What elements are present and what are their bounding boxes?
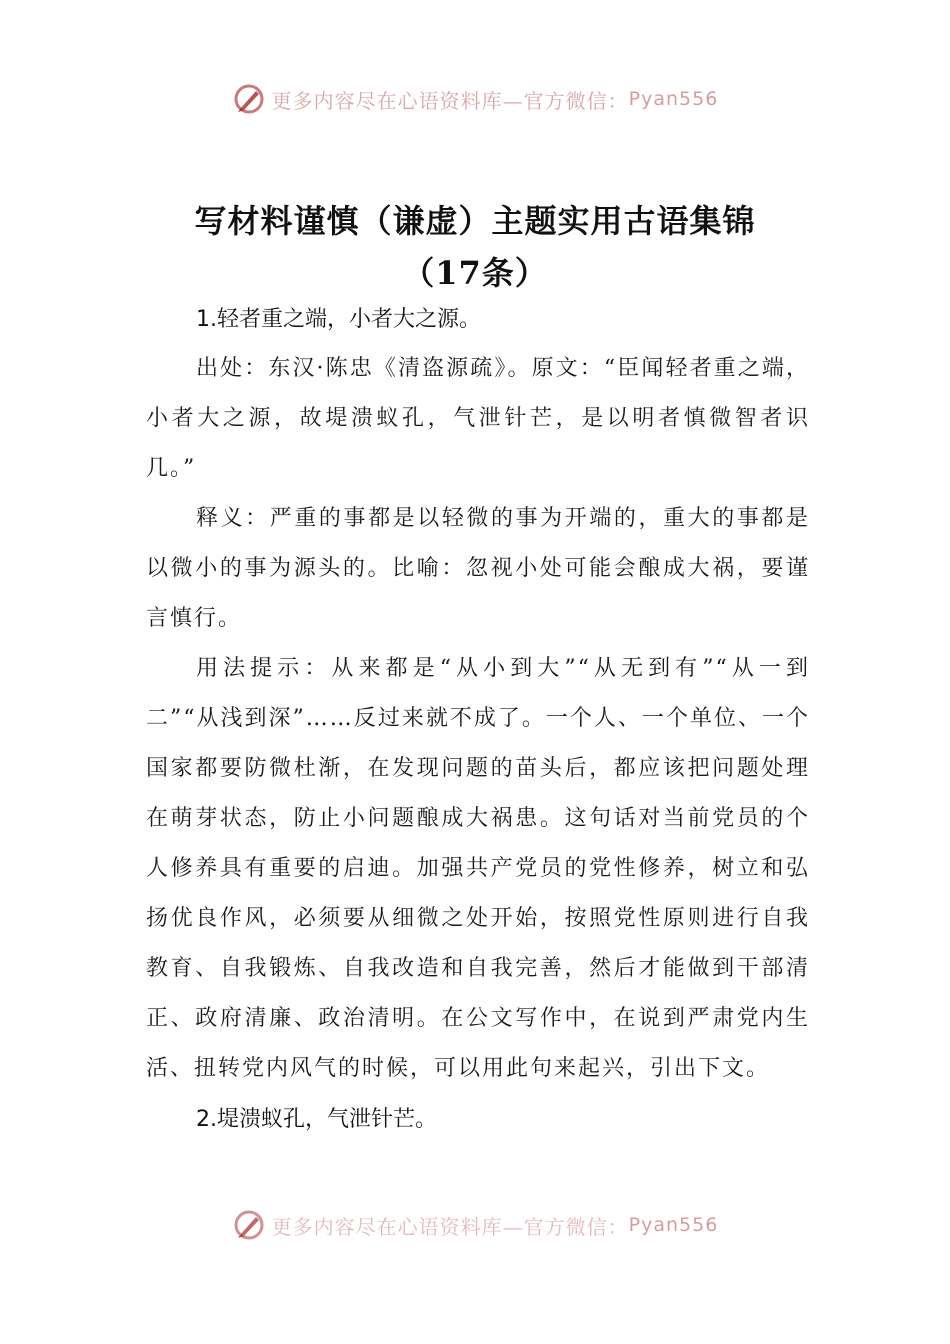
page-title-count: （17条） [402, 254, 548, 292]
document-body [146, 296, 810, 1144]
watermark-header [0, 82, 950, 116]
watermark-text: 更多内容尽在心语资料库—官方微信： [271, 88, 629, 113]
entry-heading-1: 1.轻者重之端，小者大之源。 [196, 307, 481, 332]
pen-quill-logo-icon [232, 82, 266, 116]
watermark-text: 更多内容尽在心语资料库—官方微信： [271, 1214, 629, 1239]
watermark-wechat-id: Pyan556 [628, 88, 719, 110]
pen-quill-logo-icon [232, 1208, 266, 1242]
entry-usage-1: 用法提示：从来都是“从小到大”“从无到有”“从一到二”“从浅到深”……反过来就不成了。一个人、一个单位、一个国家都要防微杜渐，在发现问题的苗头后，都应该把问题处理在萌芽状态，防止小问题酿成大祸患。这句话对当前党员的个人修养具有重要的启迪。加强共产党员的党性修养，树立和弘扬优良作风，必须要从细微之处开始，按照党性原则进行自我教育、自我锻炼、自我改造和自我完善，然后才能做到干部清正、政府清廉、政治清明。在公文写作中，在说到严肃党内生活、扭转党内风气的时候，可以用此句来起兴，引出下文。 [146, 656, 810, 1081]
page-title: 写材料谨慎（谦虚）主题实用古语集锦 [194, 202, 756, 240]
entry-source-1: 出处：东汉·陈忠《清盗源疏》。原文：“臣闻轻者重之端，小者大之源，故堤溃蚁孔，气泄针芒，是以明者慎微智者识几。” [146, 356, 810, 481]
entry-heading-2: 2.堤溃蚁孔，气泄针芒。 [196, 1107, 437, 1132]
watermark-wechat-id: Pyan556 [628, 1214, 719, 1236]
entry-meaning-1: 释义：严重的事都是以轻微的事为开端的，重大的事都是以微小的事为源头的。比喻：忽视小处可能会酿成大祸，要谨言慎行。 [146, 506, 810, 631]
watermark-footer [0, 1208, 950, 1242]
